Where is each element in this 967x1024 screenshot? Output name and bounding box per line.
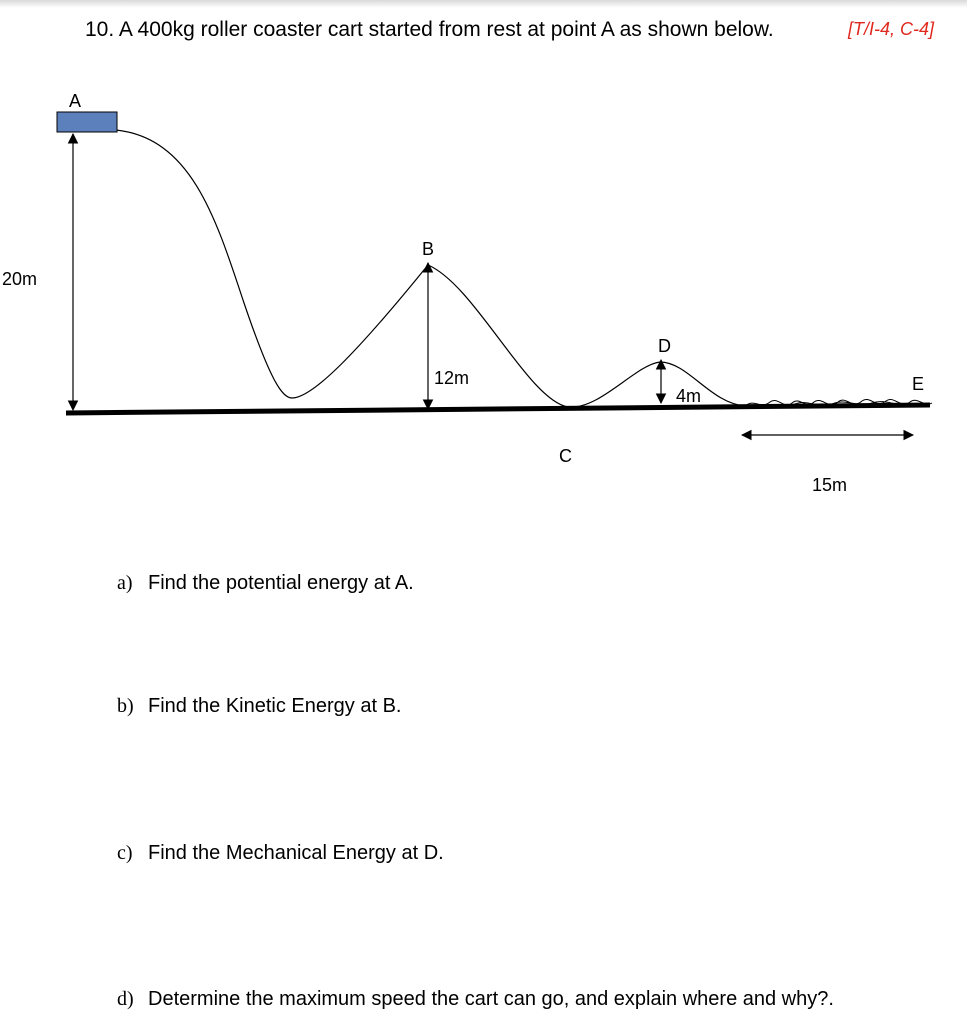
part-c-text: Find the Mechanical Energy at D.: [148, 842, 444, 864]
point-b-label: B: [422, 239, 435, 259]
ground-line: [66, 405, 930, 413]
cart-block: [57, 112, 117, 132]
point-e-label: E: [912, 374, 925, 394]
point-c-label: C: [559, 446, 572, 466]
friction-length-label: 15m: [812, 475, 848, 495]
point-a-label: A: [69, 91, 82, 111]
part-d: [117, 988, 834, 1011]
question-title: 10. A 400kg roller coaster cart started from rest at point A as shown below.: [85, 18, 774, 41]
part-a-text: Find the potential energy at A.: [148, 572, 414, 594]
part-c-letter: c): [117, 842, 133, 864]
height-a-label: 20m: [2, 269, 38, 289]
part-c: [117, 842, 444, 865]
rubric-tag: [T/I-4, C-4]: [848, 19, 935, 39]
part-a: [117, 572, 414, 595]
track-curve: [116, 130, 745, 407]
part-b: [117, 695, 401, 718]
part-d-letter: d): [117, 988, 134, 1010]
part-a-letter: a): [117, 572, 133, 594]
height-b-label: 12m: [434, 368, 470, 388]
height-d-label: 4m: [676, 386, 702, 406]
part-d-text: Determine the maximum speed the cart can go, and explain where and why?.: [148, 988, 834, 1010]
part-b-letter: b): [117, 695, 134, 717]
point-d-label: D: [658, 336, 671, 356]
part-b-text: Find the Kinetic Energy at B.: [148, 695, 402, 717]
